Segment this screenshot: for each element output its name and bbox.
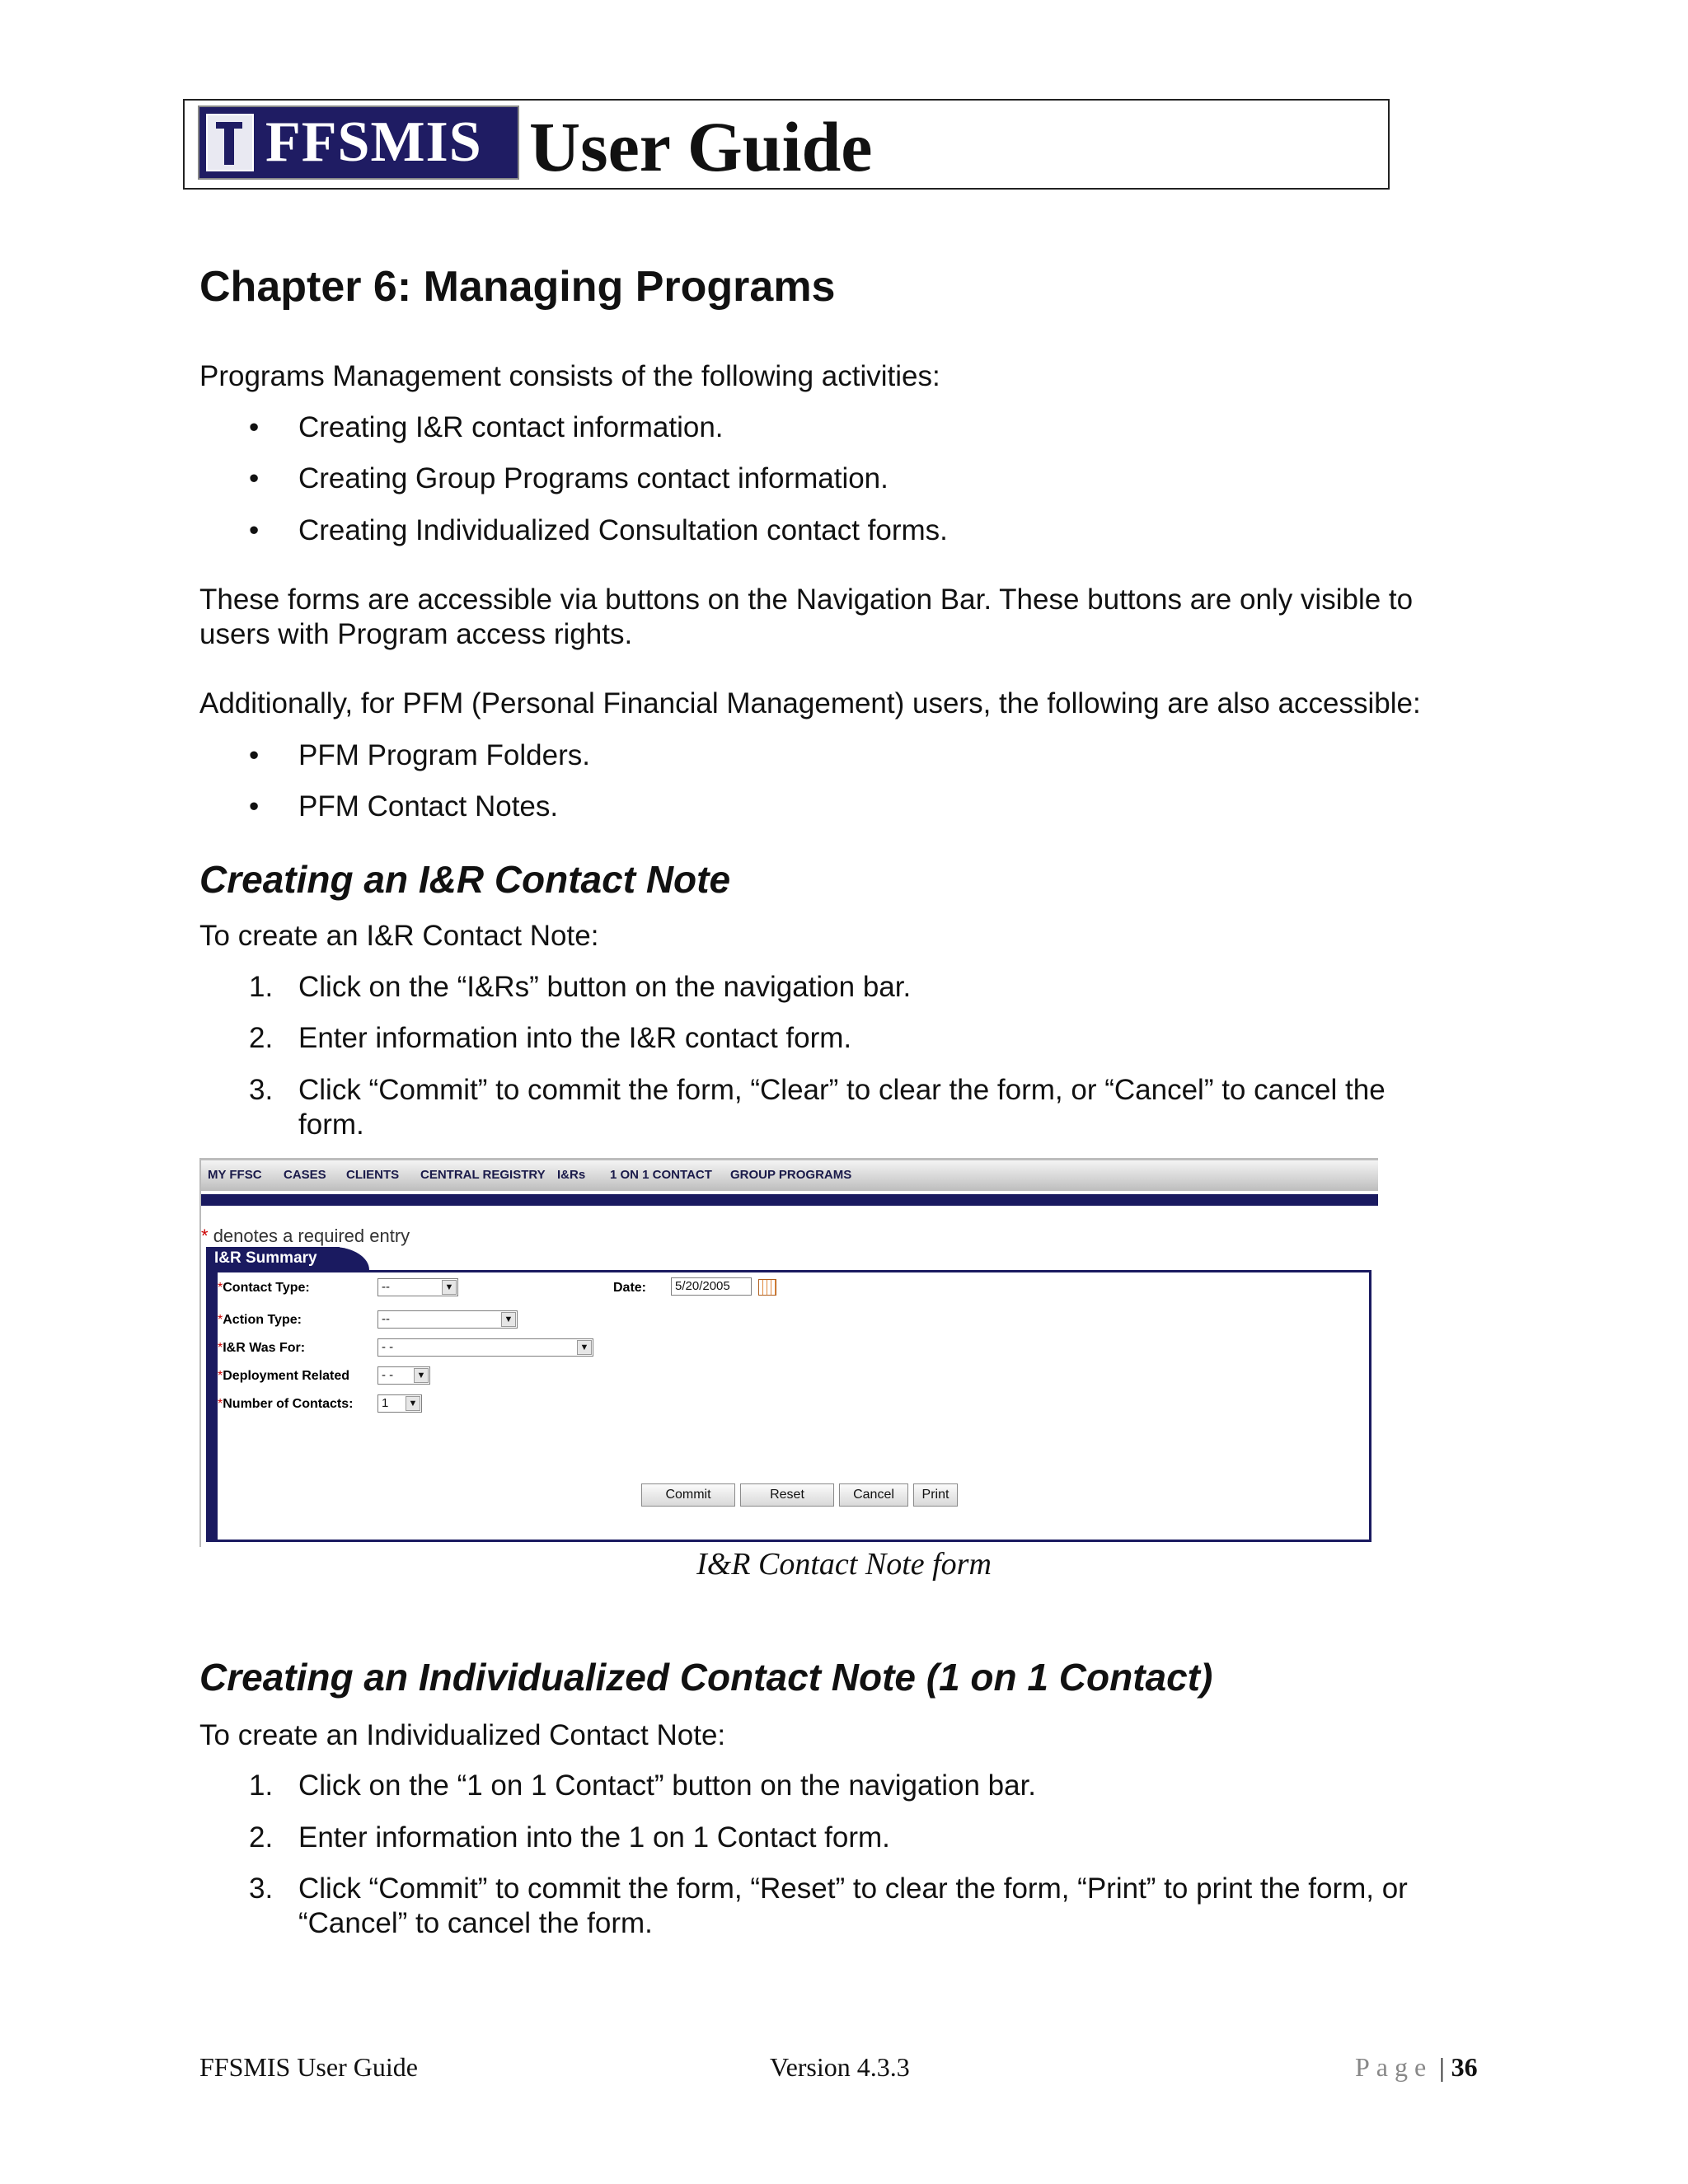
required-note bbox=[201, 1226, 410, 1247]
chevron-down-icon: ▼ bbox=[442, 1280, 457, 1295]
print-button[interactable]: Print bbox=[913, 1483, 958, 1507]
chevron-down-icon: ▼ bbox=[501, 1312, 516, 1327]
section-lead: To create an Individualized Contact Note: bbox=[199, 1719, 726, 1751]
pillar-icon bbox=[206, 114, 254, 171]
list-item: Creating Individualized Consultation contact forms. bbox=[298, 514, 948, 546]
nav-central-registry[interactable]: CENTRAL REGISTRY bbox=[420, 1168, 546, 1182]
bullet: • bbox=[249, 462, 260, 494]
ir-was-for-label: *I&R Was For: bbox=[218, 1341, 306, 1355]
action-type-select[interactable]: -- ▼ bbox=[377, 1310, 518, 1329]
nav-1-on-1-contact[interactable]: 1 ON 1 CONTACT bbox=[610, 1168, 712, 1182]
required-note-text: denotes a required entry bbox=[213, 1226, 410, 1246]
action-type-label: *Action Type: bbox=[218, 1313, 302, 1327]
deployment-related-label: *Deployment Related bbox=[218, 1369, 350, 1383]
chevron-down-icon: ▼ bbox=[414, 1368, 429, 1383]
bullet: • bbox=[249, 790, 260, 823]
ffsmis-logo bbox=[198, 105, 519, 180]
logo-text: FFSMIS bbox=[265, 110, 482, 174]
footer-version: Version 4.3.3 bbox=[770, 2052, 910, 2082]
step-number: 3. bbox=[249, 1872, 274, 1905]
footer-left: FFSMIS User Guide bbox=[199, 2052, 418, 2082]
bullet: • bbox=[249, 411, 260, 443]
step-text: Click “Commit” to commit the form, “Reset” to clear the form, “Print” to print the form, or bbox=[298, 1872, 1408, 1905]
page-separator: | bbox=[1439, 2052, 1445, 2082]
nav-cases[interactable]: CASES bbox=[284, 1168, 326, 1182]
step-text: Enter information into the 1 on 1 Contact form. bbox=[298, 1821, 890, 1854]
guide-title: User Guide bbox=[529, 107, 873, 186]
step-text-continued: form. bbox=[298, 1108, 364, 1141]
page-number: 36 bbox=[1451, 2052, 1478, 2082]
ir-form-screenshot bbox=[199, 1158, 1378, 1547]
reset-button[interactable]: Reset bbox=[740, 1483, 834, 1507]
step-text: Click on the “I&Rs” button on the navigation bar. bbox=[298, 971, 912, 1003]
nav-clients[interactable]: CLIENTS bbox=[346, 1168, 400, 1182]
cancel-button[interactable]: Cancel bbox=[839, 1483, 908, 1507]
ir-summary-panel bbox=[206, 1270, 1372, 1542]
figure-caption: I&R Contact Note form bbox=[696, 1547, 992, 1582]
section-heading-ir: Creating an I&R Contact Note bbox=[199, 858, 731, 901]
step-number: 2. bbox=[249, 1022, 274, 1054]
bullet: • bbox=[249, 514, 260, 546]
deployment-related-select[interactable]: - - ▼ bbox=[377, 1366, 430, 1385]
footer-page bbox=[1355, 2052, 1478, 2083]
list-item: PFM Program Folders. bbox=[298, 739, 590, 771]
number-of-contacts-select[interactable]: 1 ▼ bbox=[377, 1394, 422, 1413]
section-heading-one-on-one: Creating an Individualized Contact Note (1 on 1 Contact) bbox=[199, 1656, 1213, 1699]
chapter-title: Chapter 6: Managing Programs bbox=[199, 263, 836, 311]
step-number: 1. bbox=[249, 1769, 274, 1802]
chevron-down-icon: ▼ bbox=[577, 1340, 592, 1355]
list-item: Creating Group Programs contact information. bbox=[298, 462, 889, 494]
ir-was-for-select[interactable]: - - ▼ bbox=[377, 1338, 593, 1357]
page-word: Page bbox=[1355, 2052, 1433, 2082]
required-star: * bbox=[201, 1226, 209, 1246]
date-input[interactable]: 5/20/2005 bbox=[671, 1277, 752, 1296]
step-text-continued: “Cancel” to cancel the form. bbox=[298, 1907, 653, 1939]
pfm-intro: Additionally, for PFM (Personal Financial Management) users, the following are also accessible: bbox=[199, 687, 1421, 719]
commit-button[interactable]: Commit bbox=[641, 1483, 735, 1507]
list-item: Creating I&R contact information. bbox=[298, 411, 724, 443]
intro-text: Programs Management consists of the following activities: bbox=[199, 360, 940, 392]
navigation-bar bbox=[201, 1158, 1378, 1191]
nav-irs[interactable]: I&Rs bbox=[557, 1168, 586, 1182]
step-number: 1. bbox=[249, 971, 274, 1003]
date-label: Date: bbox=[613, 1281, 647, 1295]
section-lead: To create an I&R Contact Note: bbox=[199, 920, 599, 952]
step-text: Click “Commit” to commit the form, “Clear” to clear the form, or “Cancel” to cancel the bbox=[298, 1074, 1386, 1106]
contact-type-label: *Contact Type: bbox=[218, 1281, 310, 1295]
nav-my-ffsc[interactable]: MY FFSC bbox=[208, 1168, 262, 1182]
bullet: • bbox=[249, 739, 260, 771]
number-of-contacts-label: *Number of Contacts: bbox=[218, 1397, 354, 1411]
nav-divider bbox=[201, 1194, 1378, 1206]
calendar-icon[interactable] bbox=[758, 1279, 776, 1296]
chevron-down-icon: ▼ bbox=[406, 1396, 420, 1411]
step-number: 3. bbox=[249, 1074, 274, 1106]
access-text-line1: These forms are accessible via buttons on the Navigation Bar. These buttons are only visible to bbox=[199, 583, 1414, 616]
list-item: PFM Contact Notes. bbox=[298, 790, 559, 823]
tab-curve bbox=[333, 1247, 369, 1270]
contact-type-select[interactable]: -- ▼ bbox=[377, 1278, 458, 1296]
access-text-line2: users with Program access rights. bbox=[199, 618, 633, 650]
step-number: 2. bbox=[249, 1821, 274, 1854]
nav-group-programs[interactable]: GROUP PROGRAMS bbox=[730, 1168, 852, 1182]
step-text: Enter information into the I&R contact form. bbox=[298, 1022, 852, 1054]
step-text: Click on the “1 on 1 Contact” button on the navigation bar. bbox=[298, 1769, 1037, 1802]
tab-ir-summary[interactable]: I&R Summary bbox=[206, 1247, 340, 1270]
